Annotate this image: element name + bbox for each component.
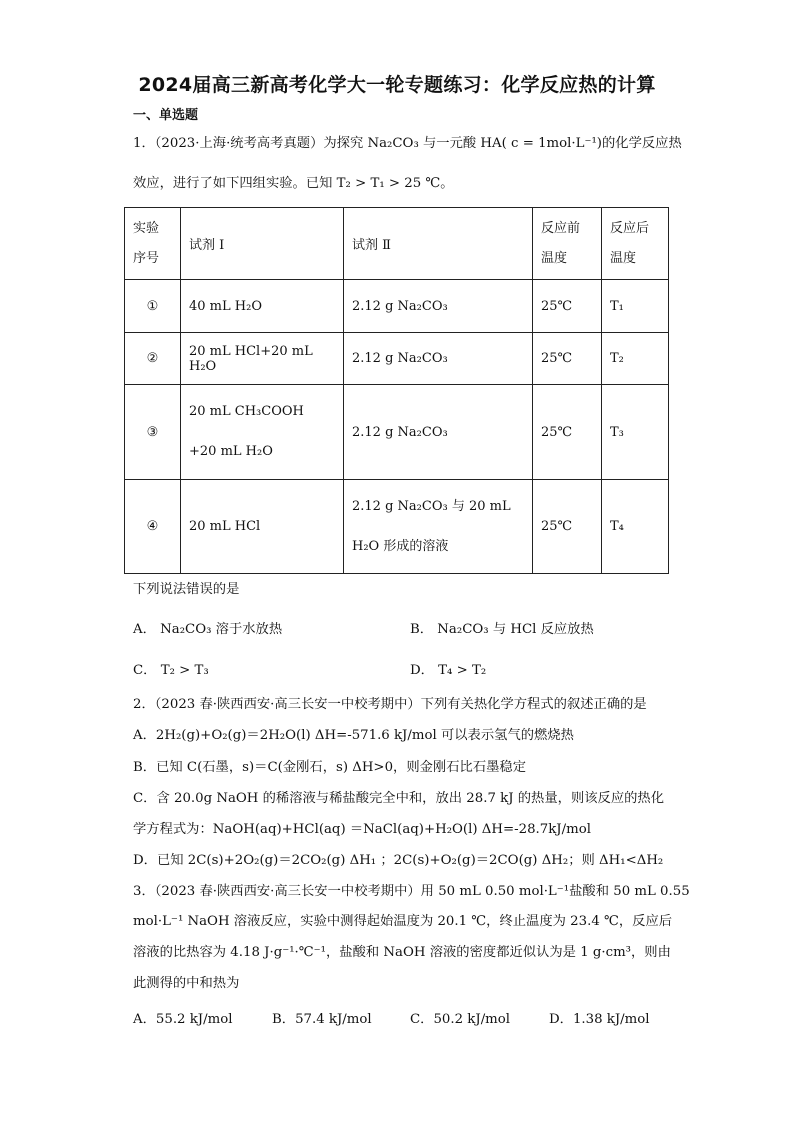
temp-before-cell: 25℃ xyxy=(533,280,602,333)
reagent-2-cell: 2.12 g Na₂CO₃ xyxy=(344,333,533,385)
temp-before-cell: 25℃ xyxy=(533,480,602,574)
header-cell: 反应前 温度 xyxy=(533,208,602,280)
experiment-table xyxy=(124,207,669,574)
q1-stem-line1: 1．（2023·上海·统考高考真题）为探究 Na₂CO₃ 与一元酸 HA( c = 1mol·L⁻¹)的化学反应热 xyxy=(133,136,682,151)
reagent-2-cell: 2.12 g Na₂CO₃ xyxy=(344,280,533,333)
q2-option-a[interactable]: A．2H₂(g)+O₂(g)＝2H₂O(l) ΔH=-571.6 kJ/mol 可以表示氢气的燃烧热 xyxy=(133,728,574,743)
document-title: 2024届高三新高考化学大一轮专题练习：化学反应热的计算 xyxy=(138,74,656,96)
temp-before-cell: 25℃ xyxy=(533,333,602,385)
q3-stem-line3: 溶液的比热容为 4.18 J·g⁻¹·℃⁻¹，盐酸和 NaOH 溶液的密度都近似认为是 1 g·cm³，则由 xyxy=(133,945,671,960)
q3-option-d[interactable]: D．1.38 kJ/mol xyxy=(549,1012,650,1027)
row-number: ① xyxy=(125,280,181,333)
q2-option-c-line1[interactable]: C．含 20.0g NaOH 的稀溶液与稀盐酸完全中和，放出 28.7 kJ 的热量，则该反应的热化 xyxy=(133,791,665,806)
table-row xyxy=(125,480,669,574)
q3-option-a[interactable]: A．55.2 kJ/mol xyxy=(133,1012,233,1027)
table-header-row xyxy=(125,208,669,280)
table-row xyxy=(125,333,669,385)
reagent-1-cell: 40 mL H₂O xyxy=(181,280,344,333)
reagent-1-cell: 20 mL HCl+20 mL H₂O xyxy=(181,333,344,385)
q1-option-a[interactable]: A． Na₂CO₃ 溶于水放热 xyxy=(133,622,283,637)
q1-option-d[interactable]: D． T₄ > T₂ xyxy=(410,663,487,678)
section-heading: 一、单选题 xyxy=(133,108,199,123)
reagent-2-cell: 2.12 g Na₂CO₃ 与 20 mL H₂O 形成的溶液 xyxy=(344,480,533,574)
header-cell: 实验 序号 xyxy=(125,208,181,280)
header-cell: 试剂 Ⅱ xyxy=(344,208,533,280)
q2-option-b[interactable]: B．已知 C(石墨，s)＝C(金刚石，s) ΔH>0，则金刚石比石墨稳定 xyxy=(133,760,527,775)
temp-after-cell: T₂ xyxy=(602,333,669,385)
q1-option-c[interactable]: C． T₂ > T₃ xyxy=(133,663,209,678)
reagent-2-cell: 2.12 g Na₂CO₃ xyxy=(344,385,533,480)
q3-option-c[interactable]: C．50.2 kJ/mol xyxy=(410,1012,511,1027)
temp-after-cell: T₁ xyxy=(602,280,669,333)
temp-before-cell: 25℃ xyxy=(533,385,602,480)
q3-stem-line1: 3．（2023 春·陕西西安·高三长安一中校考期中）用 50 mL 0.50 mol·L⁻¹盐酸和 50 mL 0.55 xyxy=(133,884,690,899)
q3-stem-line2: mol·L⁻¹ NaOH 溶液反应，实验中测得起始温度为 20.1 ℃，终止温度为 23.4 ℃，反应后 xyxy=(133,914,673,929)
q3-stem-line4: 此测得的中和热为 xyxy=(133,976,240,991)
q1-stem-line2: 效应，进行了如下四组实验。已知 T₂ > T₁ > 25 ℃。 xyxy=(133,176,454,191)
row-number: ④ xyxy=(125,480,181,574)
header-cell: 反应后 温度 xyxy=(602,208,669,280)
row-number: ③ xyxy=(125,385,181,480)
table-row xyxy=(125,280,669,333)
table-row xyxy=(125,385,669,480)
reagent-1-cell: 20 mL CH₃COOH +20 mL H₂O xyxy=(181,385,344,480)
row-number: ② xyxy=(125,333,181,385)
temp-after-cell: T₄ xyxy=(602,480,669,574)
q1-option-b[interactable]: B． Na₂CO₃ 与 HCl 反应放热 xyxy=(410,622,594,637)
q3-option-b[interactable]: B．57.4 kJ/mol xyxy=(272,1012,372,1027)
q2-option-d[interactable]: D．已知 2C(s)+2O₂(g)＝2CO₂(g) ΔH₁ ；2C(s)+O₂(g)＝2CO(g) ΔH₂；则 ΔH₁<ΔH₂ xyxy=(133,853,664,868)
q2-stem: 2．（2023 春·陕西西安·高三长安一中校考期中）下列有关热化学方程式的叙述正确的是 xyxy=(133,697,647,712)
reagent-1-cell: 20 mL HCl xyxy=(181,480,344,574)
header-cell: 试剂 I xyxy=(181,208,344,280)
q1-prompt: 下列说法错误的是 xyxy=(133,582,240,597)
temp-after-cell: T₃ xyxy=(602,385,669,480)
q2-option-c-line2: 学方程式为：NaOH(aq)+HCl(aq) ＝NaCl(aq)+H₂O(l) ΔH=-28.7kJ/mol xyxy=(133,822,591,837)
